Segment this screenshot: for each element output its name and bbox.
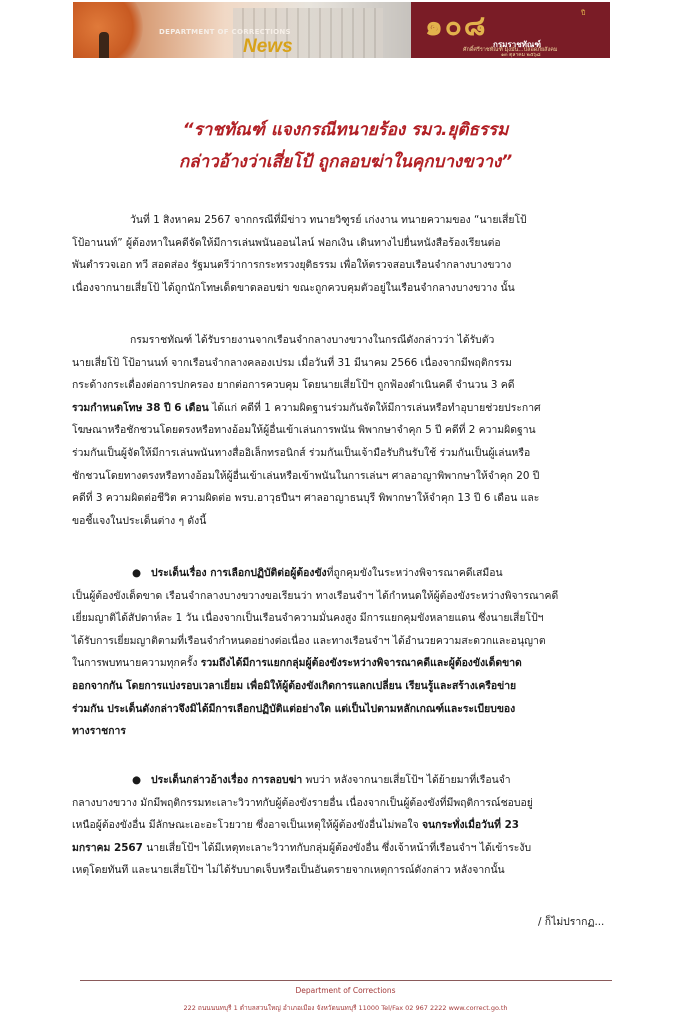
para2-line: ขอชี้แจงในประเด็นต่าง ๆ ดังนี้	[72, 514, 207, 527]
bullet1-line: เป็นผู้ต้องขังเด็ดขาด เรือนจำกลางบางขวางขอเรียนว่า ทางเรือนจำฯ ได้กำหนดให้ผู้ต้องขังระหว่างพิจารณาคดี	[72, 589, 559, 602]
continuation-note: / ก็ไม่ปรากฏ...	[538, 916, 605, 928]
headline-line-1: “ราชทัณฑ์ แจงกรณีทนายร้อง รมว.ยุติธรรม	[182, 120, 509, 140]
bullet2-line	[72, 769, 618, 792]
para2-line: ชักชวนโดยทางตรงหรือทางอ้อมให้ผู้อื่นเข้าเล่นหรือเข้าพนันในการเล่นฯ ศาลอาญาพิพากษาให้จำคุก 20 ปี	[72, 469, 540, 482]
paragraph-2	[72, 329, 618, 532]
bullet-icon: ●	[132, 774, 142, 786]
bullet2-topic: การลอบฆ่า	[251, 774, 303, 786]
banner-date	[501, 51, 541, 58]
para2-line: นายเสี่ยโป้ โป้อานนท์ จากเรือนจำกลางคลองเปรม เมื่อวันที่ 31 มีนาคม 2566 เนื่องจากมีพฤติกรรม	[72, 356, 512, 369]
date-text: ๑๓ ตุลาคม ๒๕๖๘	[501, 52, 541, 58]
footer-address: 222 ถนนนนทบุรี 1 ตำบลสวนใหญ่ อำเภอเมือง จังหวัดนนทบุรี 11000 Tel/Fax 02 967 2222 www.correct.go.th	[183, 1004, 508, 1012]
department-thai: กรมราชทัณฑ์	[493, 40, 541, 49]
bullet1-line	[72, 698, 618, 721]
bullet2-line: เหตุโดยทันที และนายเสี่ยโป้ฯ ไม่ได้รับบาดเจ็บหรือเป็นอันตรายจากเหตุการณ์ดังกล่าว หลังจากนั้น	[72, 864, 505, 877]
bullet1-line: เยี่ยมญาติได้สัปดาห์ละ 1 วัน เนื่องจากเป็นเรือนจำความมั่นคงสูง มีการแยกคุมขังหลายแดน ซึ่งนายเสี่ยโป้ฯ	[72, 612, 544, 625]
bullet2-line: กลางบางขวาง มักมีพฤติกรรมทะเลาะวิวาทกับผู้ต้องขังรายอื่น เนื่องจากเป็นผู้ต้องขังที่มีพฤติการณ์ชอบอยู่	[72, 796, 533, 809]
bullet1-emphasis: รวมถึงได้มีการแยกกลุ่มผู้ต้องขังระหว่างพิจารณาคดีและผู้ต้องขังเด็ดขาด	[200, 657, 522, 670]
sentence-total: รวมกำหนดโทษ 38 ปี 6 เดือน	[72, 401, 209, 414]
news-label: News	[243, 36, 293, 57]
para2-text: ได้แก่ คดีที่ 1 ความผิดฐานร่วมกันจัดให้มีการเล่นหรือทำอุบายช่วยประกาศ	[208, 401, 541, 414]
bullet1-emphasis: ทางราชการ	[72, 725, 126, 738]
bullet1-line	[72, 652, 618, 675]
anniversary-number: ๑๐๘	[425, 9, 488, 42]
paragraph-1	[72, 209, 618, 299]
bullet2-heading: ประเด็นกล่าวอ้างเรื่อง	[151, 774, 252, 786]
bullet2-text: นายเสี่ยโป้ฯ ได้มีเหตุทะเลาะวิวาทกับกลุ่มผู้ต้องขังอื่น ซึ่งเจ้าหน้าที่เรือนจำฯ ได้เข้าระงับ	[142, 841, 532, 854]
bullet1-line	[72, 720, 618, 743]
bullet1-emphasis: ออกจากกัน โดยการแบ่งรอบเวลาเยี่ยม เพื่อมิให้ผู้ต้องขังเกิดการแลกเปลี่ยน เรียนรู้และสร้างเครือข่าย	[72, 679, 517, 692]
bullet-icon: ●	[132, 567, 142, 579]
para1-line: โป้อานนท์” ผู้ต้องหาในคดีจัดให้มีการเล่นพนันออนไลน์ ฟอกเงิน เดินทางไปยื่นหนังสือร้องเรียนต่อ	[72, 236, 501, 249]
para1-line: พันตำรวจเอก ทวี สอดส่อง รัฐมนตรีว่าการกระทรวงยุติธรรม เพื่อให้ตรวจสอบเรือนจำกลางบางขวาง	[72, 259, 512, 272]
bullet1-line	[72, 675, 618, 698]
bullet-section-1	[72, 562, 618, 743]
bullet1-line	[72, 562, 618, 585]
bullet1-emphasis: ร่วมกัน ประเด็นดังกล่าวจึงมิได้มีการเลือกปฏิบัติแต่อย่างใด แต่เป็นไปตามหลักเกณฑ์และระเบียบของ	[72, 702, 516, 715]
anniversary-mark: ปี	[581, 9, 586, 17]
bullet1-heading: ประเด็นเรื่อง	[151, 567, 211, 579]
para2-line: กระด้างกระเดื่องต่อการปกครอง ยากต่อการควบคุม โดยนายเสี่ยโป้ฯ ถูกฟ้องดำเนินคดี จำนวน 3 คดี	[72, 379, 515, 392]
header-banner	[73, 2, 610, 58]
slogan-text: ศักดิ์ศรีราชทัณฑ์ มุ่งมั่น...ปลอดภัยสังคม	[463, 47, 558, 53]
bullet2-emphasis: มกราคม 2567	[72, 841, 143, 854]
bullet-section-2	[72, 769, 618, 882]
para2-line: กรมราชทัณฑ์ ได้รับรายงานจากเรือนจำกลางบางขวางในกรณีดังกล่าวว่า ได้รับตัว	[130, 334, 495, 346]
department-label: DEPARTMENT OF CORRECTIONS	[159, 28, 291, 36]
para1-line: วันที่ 1 สิงหาคม 2567 จากกรณีที่มีข่าว ทนายวิฑูรย์ เก่งงาน ทนายความของ “นายเสี่ยโป้	[130, 214, 527, 226]
para2-line	[72, 397, 618, 420]
bullet2-text: เหนือผู้ต้องขังอื่น มีลักษณะเอะอะโวยวาย ซึ่งอาจเป็นเหตุให้ผู้ต้องขังอื่นไม่พอใจ	[72, 819, 422, 832]
footer-divider	[80, 980, 612, 981]
bullet1-text: ที่ถูกคุมขังในระหว่างพิจารณาคดีเสมือน	[326, 567, 503, 579]
anniversary-logo	[411, 2, 610, 58]
para2-line: ร่วมกันเป็นผู้จัดให้มีการเล่นพนันทางสื่ออิเล็กทรอนิกส์ ร่วมกันเป็นเจ้ามือรับกินรับใช้ ร่วมกันเป็นผู้เล่นหรือ	[72, 446, 531, 459]
bullet2-emphasis: จนกระทั่งเมื่อวันที่ 23	[421, 819, 520, 832]
bullet1-line: ได้รับการเยี่ยมญาติตามที่เรือนจำกำหนดอย่างต่อเนื่อง และทางเรือนจำฯ ได้อำนวยความสะดวกและอนุญาต	[72, 634, 546, 647]
para2-line: คดีที่ 3 ความผิดต่อชีวิต ความผิดต่อ พรบ.อาวุธปืนฯ ศาลอาญาธนบุรี พิพากษาให้จำคุก 13 ปี 6 เดือน และ	[72, 492, 540, 505]
banner-photo	[73, 2, 411, 58]
figure-silhouette	[99, 32, 109, 58]
para2-line: โฆษณาหรือชักชวนโดยตรงหรือทางอ้อมให้ผู้อื่นเข้าเล่นการพนัน พิพากษาจำคุก 5 ปี คดีที่ 2 ความผิดฐาน	[72, 424, 536, 437]
headline-line-2: กล่าวอ้างว่าเสี่ยโป้ ถูกลอบฆ่าในคุกบางขวาง”	[178, 152, 513, 172]
bullet1-topic: การเลือกปฏิบัติต่อผู้ต้องขัง	[210, 567, 327, 579]
footer-title: Department of Corrections	[295, 986, 396, 995]
bullet1-text: ในการพบทนายความทุกครั้ง	[72, 657, 201, 670]
bullet2-line	[72, 814, 618, 837]
para1-line: เนื่องจากนายเสี่ยโป้ ได้ถูกนักโทษเด็ดขาดลอบฆ่า ขณะถูกควบคุมตัวอยู่ในเรือนจำกลางบางขวาง นั้น	[72, 281, 515, 294]
bullet2-text: พบว่า หลังจากนายเสี่ยโป้ฯ ได้ย้ายมาที่เรือนจำ	[302, 774, 511, 786]
bullet2-line	[72, 837, 618, 860]
